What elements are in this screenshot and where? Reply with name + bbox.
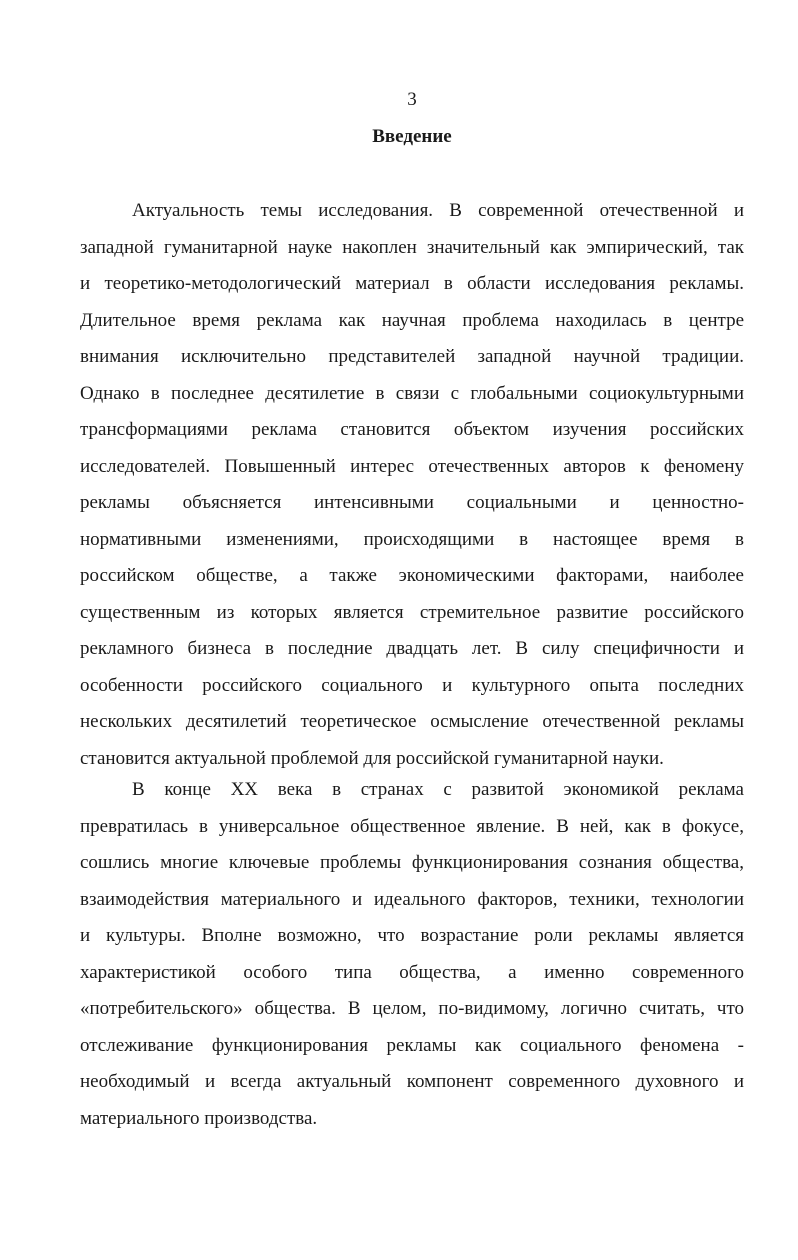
paragraph-1 [80, 193, 744, 777]
paragraph-line: Актуальность темы исследования. В современной отечественной и [132, 200, 744, 221]
paragraph-line: существенным из которых является стремительное развитие российского [80, 601, 744, 623]
paragraph-line: и теоретико-методологический материал в области исследования рекламы. [80, 273, 744, 294]
paragraph-line: В конце XX века в странах с развитой экономикой реклама [132, 779, 744, 800]
paragraph-line: материального производства. [80, 1107, 318, 1129]
paragraph-2 [80, 772, 744, 1137]
paragraph-line: отслеживание функционирования рекламы как социального феномена - [80, 1034, 744, 1056]
paragraph-line: трансформациями реклама становится объектом изучения российских [80, 419, 744, 440]
paragraph-line: необходимый и всегда актуальный компонент современного духовного и [80, 1071, 744, 1092]
paragraph-line: нескольких десятилетий теоретическое осмысление отечественной рекламы [80, 711, 744, 732]
section-heading: Введение [372, 126, 452, 147]
paragraph-line: превратилась в универсальное общественное явление. В ней, как в фокусе, [80, 815, 744, 837]
paragraph-line: Однако в последнее десятилетие в связи с глобальными социокультурными [80, 382, 744, 404]
paragraph-line: Длительное время реклама как научная проблема находилась в центре [80, 309, 744, 331]
paragraph-line: характеристикой особого типа общества, а именно современного [80, 961, 744, 983]
paragraph-line: российском обществе, а также экономическими факторами, наиболее [80, 565, 744, 586]
paragraph-line: внимания исключительно представителей западной научной традиции. [80, 346, 744, 367]
paragraph-line: и культуры. Вполне возможно, что возрастание роли рекламы является [80, 925, 744, 946]
paragraph-line: нормативными изменениями, происходящими в настоящее время в [80, 528, 744, 550]
paragraph-line: рекламы объясняется интенсивными социальными и ценностно- [80, 492, 744, 513]
page-number: 3 [407, 89, 417, 110]
paragraph-line: западной гуманитарной науке накоплен значительный как эмпирический, так [80, 236, 744, 258]
paragraph-line: рекламного бизнеса в последние двадцать лет. В силу специфичности и [80, 638, 744, 659]
paragraph-line: исследователей. Повышенный интерес отечественных авторов к феномену [80, 455, 744, 477]
paragraph-line: «потребительского» общества. В целом, по-видимому, логично считать, что [80, 998, 744, 1019]
paragraph-line: становится актуальной проблемой для российской гуманитарной науки. [80, 747, 664, 769]
paragraph-line: сошлись многие ключевые проблемы функционирования сознания общества, [80, 852, 744, 873]
paragraph-line: взаимодействия материального и идеального факторов, техники, технологии [80, 888, 744, 910]
paragraph-line: особенности российского социального и культурного опыта последних [80, 674, 744, 696]
